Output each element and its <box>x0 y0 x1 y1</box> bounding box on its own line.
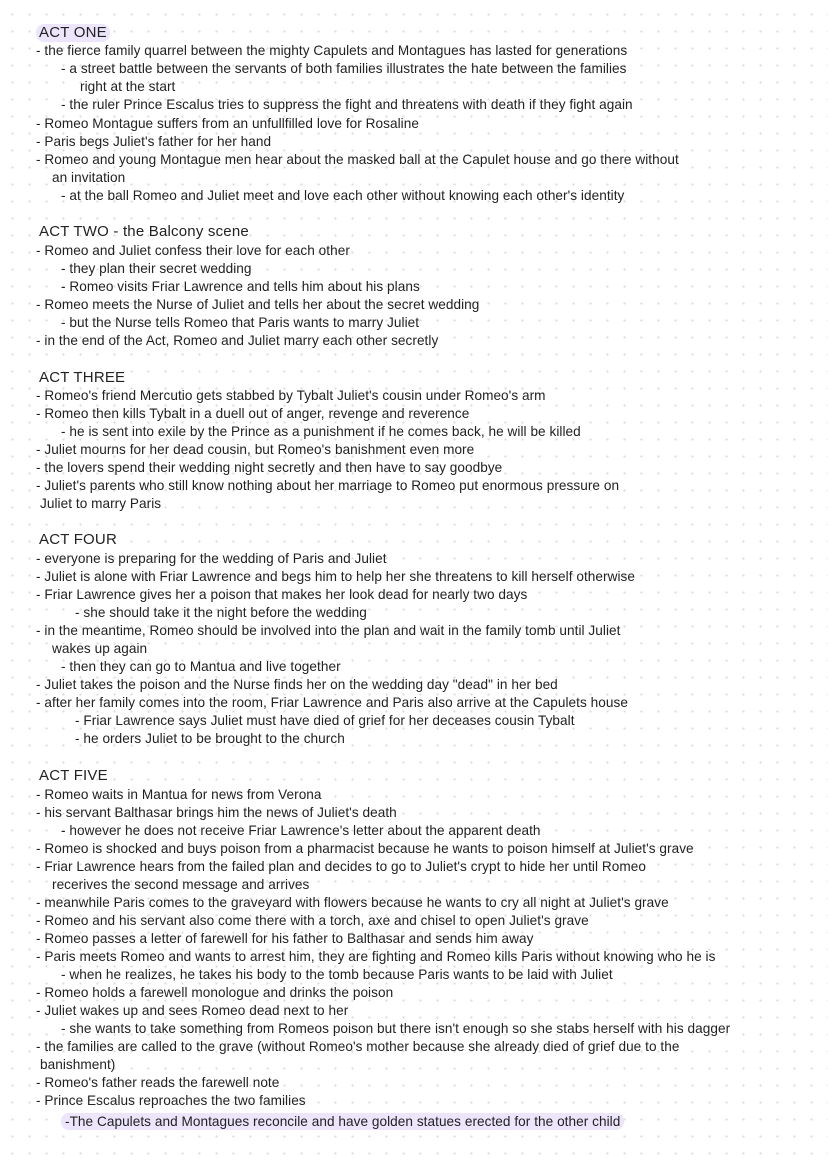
act-four-line: - Friar Lawrence gives her a poison that makes her look dead for nearly two days <box>36 587 528 602</box>
act-five-line: - Romeo waits in Mantua for news from Verona <box>36 787 322 802</box>
act-one-line: an invitation <box>52 170 126 185</box>
act-three-line: - Romeo's friend Mercutio gets stabbed by Tybalt Juliet's cousin under Romeo's arm <box>36 388 546 403</box>
act-four-line: - he orders Juliet to be brought to the church <box>75 731 345 746</box>
act-five-line: - however he does not receive Friar Lawrence's letter about the apparent death <box>61 823 541 838</box>
act-four-line: - Juliet is alone with Friar Lawrence and begs him to help her she threatens to kill herself otherwise <box>36 569 635 584</box>
act-one-line: - the ruler Prince Escalus tries to suppress the fight and threatens with death if they fight again <box>61 97 633 112</box>
act-two-line: - they plan their secret wedding <box>61 261 252 276</box>
act-five-final-line: -The Capulets and Montagues reconcile and have golden statues erected for the other child <box>61 1113 624 1130</box>
act-one-line: - a street battle between the servants of both families illustrates the hate between the families <box>61 61 627 76</box>
act-five-line: - Romeo is shocked and buys poison from a pharmacist because he wants to poison himself at Juliet's grave <box>36 841 694 856</box>
act-five-line: - Prince Escalus reproaches the two families <box>36 1093 306 1108</box>
act-one-heading: ACT ONE <box>36 24 110 42</box>
act-two-line: - in the end of the Act, Romeo and Juliet marry each other secretly <box>36 333 439 348</box>
act-five-heading: ACT FIVE <box>39 767 108 784</box>
act-one-line: - Romeo Montague suffers from an unfullfilled love for Rosaline <box>36 116 419 131</box>
act-two-line: - Romeo meets the Nurse of Juliet and tells her about the secret wedding <box>36 297 480 312</box>
act-five-line: - Paris meets Romeo and wants to arrest him, they are fighting and Romeo kills Paris without knowing who he is <box>36 949 716 964</box>
act-three-line: - he is sent into exile by the Prince as a punishment if he comes back, he will be killed <box>61 424 581 439</box>
act-five-line: - Friar Lawrence hears from the failed plan and decides to go to Juliet's crypt to hide her until Romeo <box>36 859 646 874</box>
act-five-line: - the families are called to the grave (without Romeo's mother because she already died of grief due to the <box>36 1039 680 1054</box>
act-four-line: - then they can go to Mantua and live together <box>61 659 341 674</box>
act-three-line: Juliet to marry Paris <box>40 496 162 511</box>
act-three-line: - Romeo then kills Tybalt in a duell out of anger, revenge and reverence <box>36 406 470 421</box>
act-five-line: - his servant Balthasar brings him the news of Juliet's death <box>36 805 397 820</box>
act-one-line: - Paris begs Juliet's father for her hand <box>36 134 272 149</box>
act-five-line: banishment) <box>40 1057 116 1072</box>
act-four-line: - Friar Lawrence says Juliet must have died of grief for her deceases cousin Tybalt <box>75 713 575 728</box>
act-five-line: - Romeo and his servant also come there with a torch, axe and chisel to open Juliet's grave <box>36 913 589 928</box>
act-one-line: right at the start <box>80 79 176 94</box>
act-five-line: - Romeo passes a letter of farewell for his father to Balthasar and sends him away <box>36 931 534 946</box>
act-three-line: - Juliet mourns for her dead cousin, but Romeo's banishment even more <box>36 442 475 457</box>
act-one-line: - Romeo and young Montague men hear about the masked ball at the Capulet house and go there without <box>36 152 679 167</box>
act-five-line: - Romeo holds a farewell monologue and drinks the poison <box>36 985 394 1000</box>
act-five-line: - when he realizes, he takes his body to the tomb because Paris wants to be laid with Juliet <box>61 967 613 982</box>
act-five-line: - she wants to take something from Romeos poison but there isn't enough so she stabs herself with his dagger <box>61 1021 731 1036</box>
act-one-line: - the fierce family quarrel between the mighty Capulets and Montagues has lasted for generations <box>36 43 628 58</box>
act-two-line: - Romeo and Juliet confess their love for each other <box>36 243 350 258</box>
act-two-heading: ACT TWO - the Balcony scene <box>39 223 249 240</box>
act-two-line: - but the Nurse tells Romeo that Paris wants to marry Juliet <box>61 315 420 330</box>
act-five-line: recerives the second message and arrives <box>52 877 310 892</box>
act-one-line: - at the ball Romeo and Juliet meet and love each other without knowing each other's identity <box>61 188 625 203</box>
act-four-line: - in the meantime, Romeo should be involved into the plan and wait in the family tomb until Juliet <box>36 623 621 638</box>
act-four-line: - Juliet takes the poison and the Nurse finds her on the wedding day "dead" in her bed <box>36 677 558 692</box>
act-four-heading: ACT FOUR <box>39 531 117 548</box>
act-four-line: - everyone is preparing for the wedding of Paris and Juliet <box>36 551 387 566</box>
act-three-line: - Juliet's parents who still know nothing about her marriage to Romeo put enormous pressure on <box>36 478 620 493</box>
act-two-line: - Romeo visits Friar Lawrence and tells him about his plans <box>61 279 420 294</box>
act-five-line: - Romeo's father reads the farewell note <box>36 1075 280 1090</box>
act-three-heading: ACT THREE <box>39 369 126 386</box>
act-four-line: - after her family comes into the room, Friar Lawrence and Paris also arrive at the Capulets house <box>36 695 628 710</box>
act-five-line: - Juliet wakes up and sees Romeo dead next to her <box>36 1003 349 1018</box>
act-five-line: - meanwhile Paris comes to the graveyard with flowers because he wants to cry all night at Juliet's grave <box>36 895 669 910</box>
act-three-line: - the lovers spend their wedding night secretly and then have to say goodbye <box>36 460 503 475</box>
act-four-line: wakes up again <box>52 641 148 656</box>
act-four-line: - she should take it the night before the wedding <box>75 605 367 620</box>
